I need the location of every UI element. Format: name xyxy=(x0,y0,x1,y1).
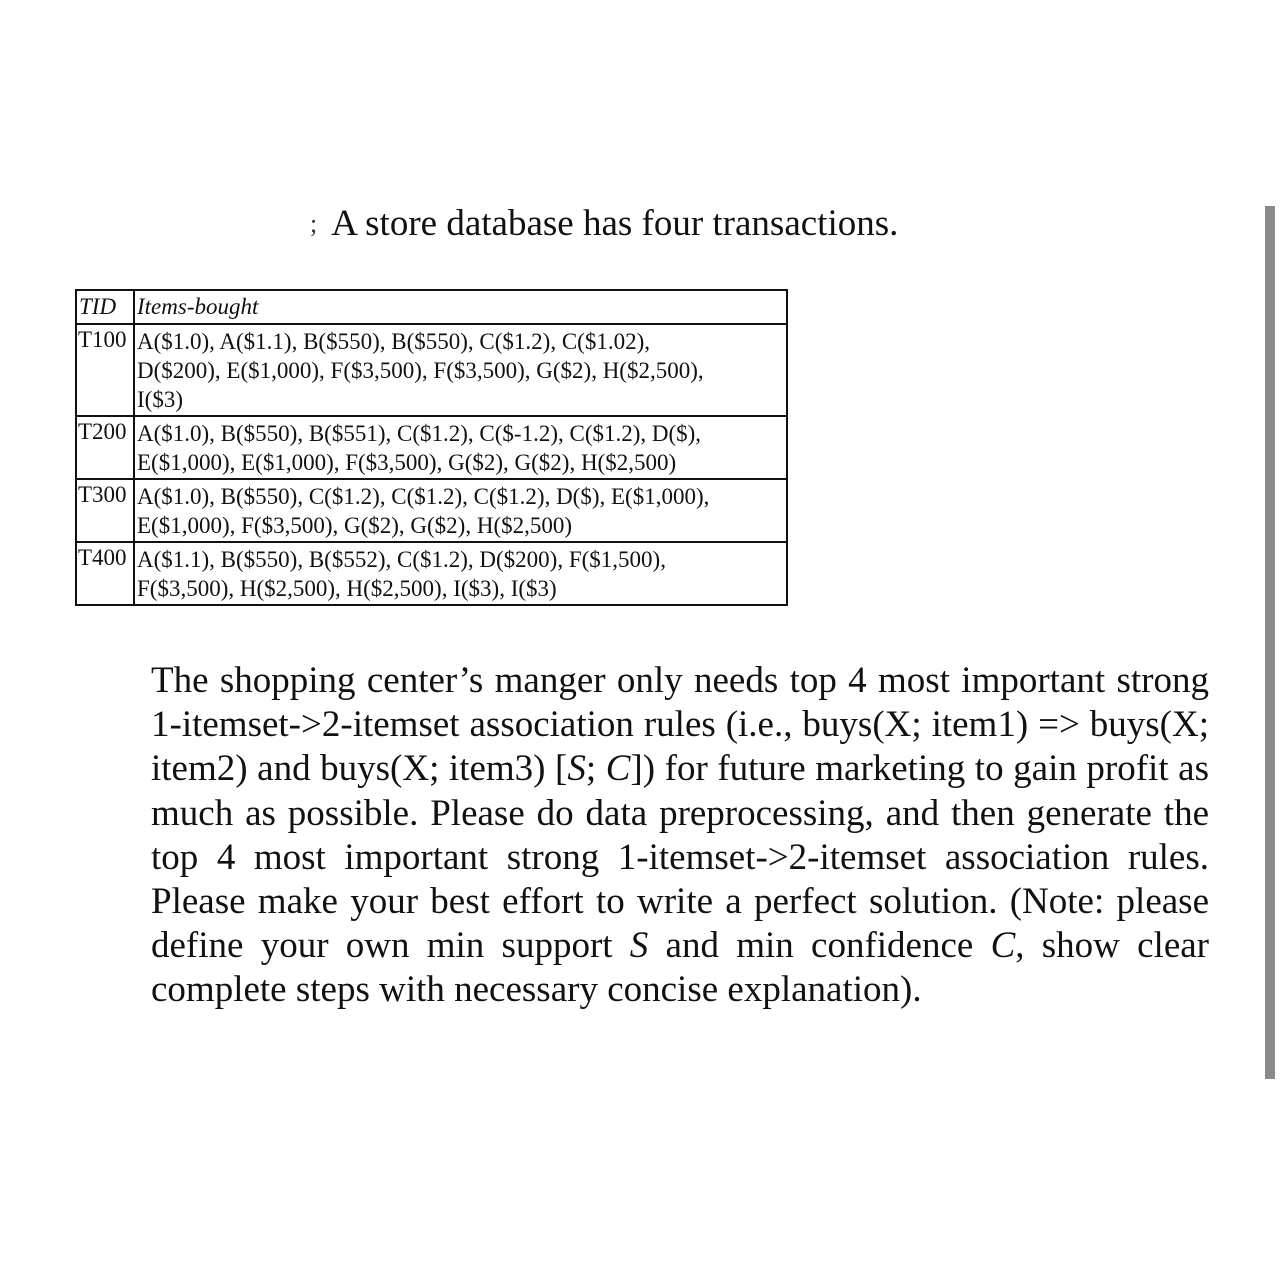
row-tid: T400 xyxy=(76,542,134,605)
item-line: F($3,500), H($2,500), H($2,500), I($3), I($3) xyxy=(137,576,557,601)
question-paragraph xyxy=(151,659,1209,1013)
question-part-3: and min confidence xyxy=(648,925,991,967)
symbol-separator: ; xyxy=(585,748,606,790)
table-row xyxy=(76,324,787,416)
intro-text: A store database has four transactions. xyxy=(331,203,899,244)
item-line: A($1.0), A($1.1), B($550), B($550), C($1.2), C($1.02), xyxy=(137,329,650,354)
item-line: D($200), E($1,000), F($3,500), F($3,500), G($2), H($2,500), xyxy=(137,358,704,383)
row-tid: T300 xyxy=(76,479,134,542)
row-tid: T100 xyxy=(76,324,134,416)
vertical-scrollbar[interactable] xyxy=(1265,206,1275,1079)
row-tid: T200 xyxy=(76,416,134,479)
header-items-bought: Items-bought xyxy=(134,290,787,324)
intro-line xyxy=(310,202,898,246)
symbol-c-2: C xyxy=(990,925,1016,967)
row-items xyxy=(134,416,787,479)
item-line: A($1.0), B($550), C($1.2), C($1.2), C($1.2), D($), E($1,000), xyxy=(137,484,710,509)
table-header-row xyxy=(76,290,787,324)
question-part-1: The shopping center’s manger only needs top 4 most important strong 1-itemset->2-itemset association rules (i.e., buys(X; item1) => buys(X; item2) and buys(X; item3) [ xyxy=(151,660,1209,790)
row-items xyxy=(134,542,787,605)
row-items xyxy=(134,324,787,416)
item-line: E($1,000), F($3,500), G($2), G($2), H($2,500) xyxy=(137,513,573,538)
table-row xyxy=(76,416,787,479)
item-line: A($1.1), B($550), B($552), C($1.2), D($200), F($1,500), xyxy=(137,547,666,572)
header-tid: TID xyxy=(76,290,134,324)
question-part-4: , show clear complete steps with necessary concise explanation). xyxy=(151,925,1210,1011)
table-row xyxy=(76,542,787,605)
row-items xyxy=(134,479,787,542)
symbol-s-2: S xyxy=(629,925,649,967)
symbol-c: C xyxy=(605,748,631,790)
question-part-2: ]) for future marketing to gain profit as much as possible. Please do data preprocessing, and then generate the top 4 most important strong 1-itemset->2-itemset association rules. Please make your best effort to write a perfect solution. (Note: please define your own min support xyxy=(151,748,1209,967)
symbol-s: S xyxy=(567,748,586,790)
item-line: A($1.0), B($550), B($551), C($1.2), C($-1.2), C($1.2), D($), xyxy=(137,421,702,446)
table-row xyxy=(76,479,787,542)
intro-mark: ; xyxy=(310,209,318,238)
item-line: E($1,000), E($1,000), F($3,500), G($2), G($2), H($2,500) xyxy=(137,450,677,475)
transactions-table xyxy=(75,289,788,606)
item-line: I($3) xyxy=(137,387,183,412)
